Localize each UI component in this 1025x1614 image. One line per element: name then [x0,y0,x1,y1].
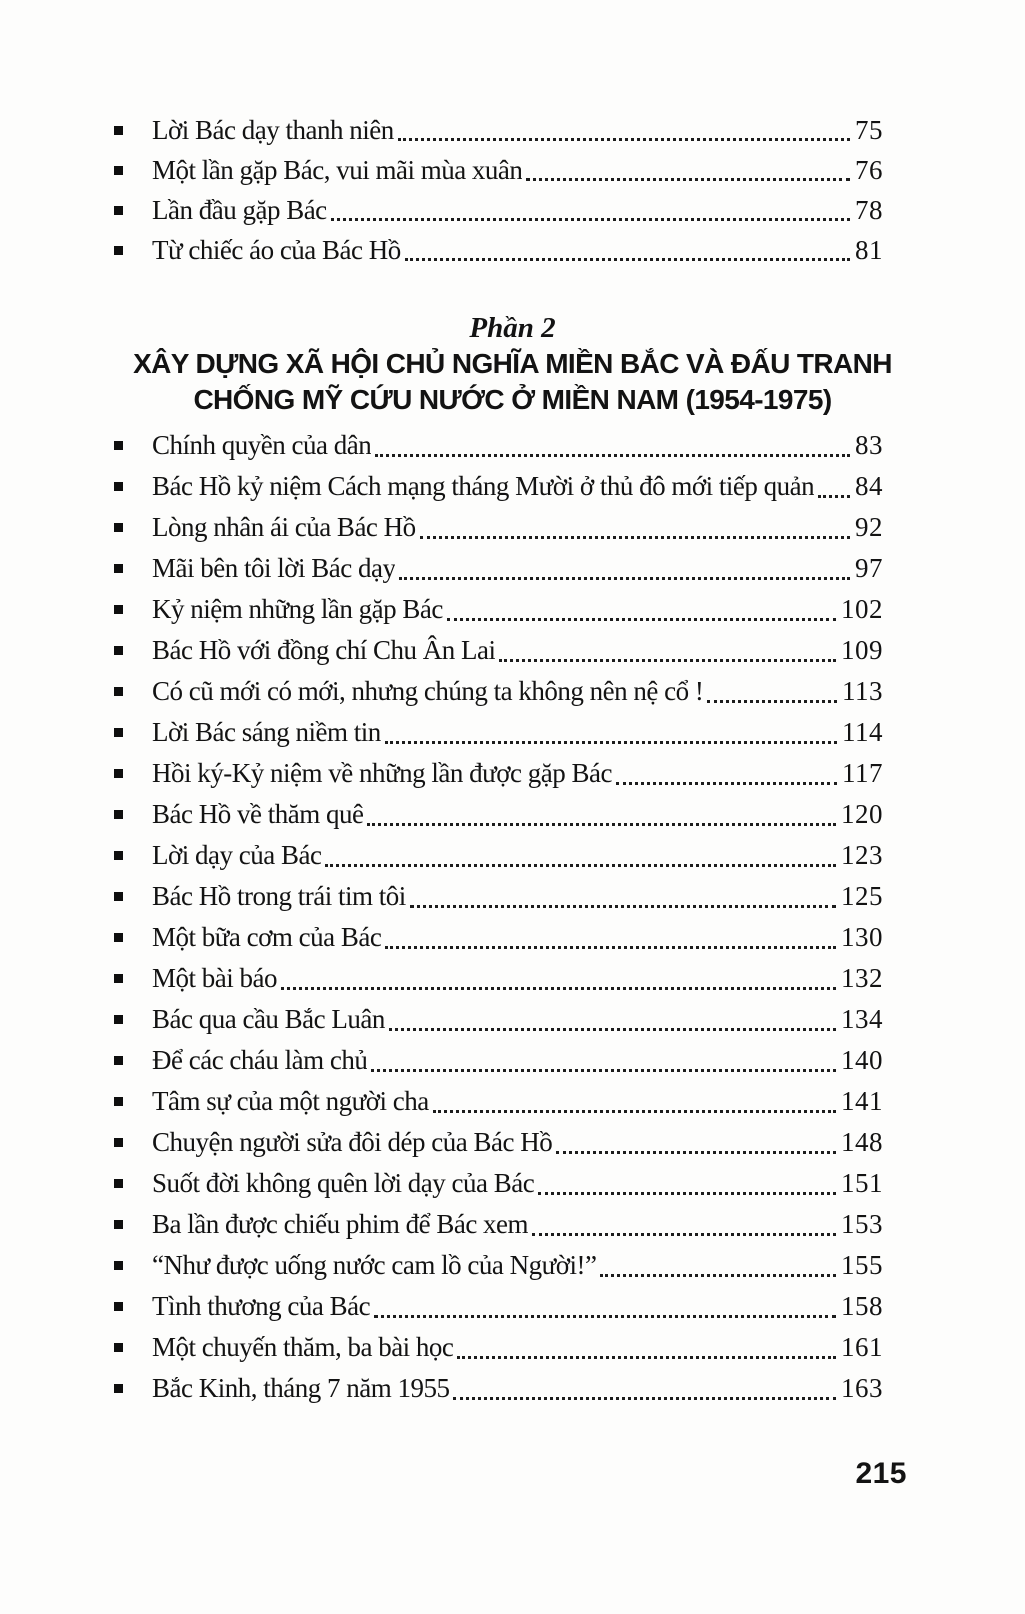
toc-entry-page-number: 158 [841,1291,883,1321]
dot-leader [367,823,836,826]
toc-entry-row [113,876,883,917]
toc-entry-title: Bác Hồ trong trái tim tôi [152,881,406,911]
dot-leader [453,1397,836,1400]
square-bullet-icon [114,246,123,255]
dot-leader [707,700,837,703]
part2-title-line1: XÂY DỰNG XÃ HỘI CHỦ NGHĨA MIỀN BẮC VÀ ĐẤU TRANH [133,348,892,379]
dot-leader [398,138,850,141]
toc-entry-row [113,1122,883,1163]
square-bullet-icon [114,728,123,737]
square-bullet-icon [114,1097,123,1106]
toc-entry-page-number: 109 [841,635,883,665]
toc-entry-page-number: 84 [855,471,883,501]
square-bullet-icon [114,1056,123,1065]
square-bullet-icon [114,1302,123,1311]
square-bullet-icon [114,1384,123,1393]
toc-entry-row [113,548,883,589]
square-bullet-icon [114,206,123,215]
toc-entry-page-number: 163 [841,1373,883,1403]
toc-entry-title: Mãi bên tôi lời Bác dạy [152,553,396,583]
toc-entry-row [113,1286,883,1327]
toc-entry-page-number: 134 [841,1004,883,1034]
square-bullet-icon [114,687,123,696]
part2-title-line2: CHỐNG MỸ CỨU NƯỚC Ở MIỀN NAM (1954-1975) [193,384,832,415]
dot-leader [457,1356,836,1359]
toc-entry-title: Một bữa cơm của Bác [152,922,382,952]
square-bullet-icon [114,441,123,450]
dot-leader [385,741,837,744]
toc-entry-row [113,1163,883,1204]
square-bullet-icon [114,1179,123,1188]
toc-entry-title: Lời dạy của Bác [152,840,322,870]
toc-entry-page-number: 148 [841,1127,883,1157]
square-bullet-icon [114,769,123,778]
dot-leader [281,987,836,990]
toc-entry-page-number: 102 [841,594,883,624]
toc-entry-row [113,1081,883,1122]
toc-entry-row [113,1040,883,1081]
dot-leader [600,1274,836,1277]
toc-entry-title: Một bài báo [152,963,277,993]
toc-entry-page-number: 76 [855,155,883,185]
dot-leader [616,782,837,785]
toc-entry-title: Hồi ký-Kỷ niệm về những lần được gặp Bác [152,758,612,788]
part2-kicker: Phần 2 [469,312,556,344]
toc-entry-row [113,1245,883,1286]
toc-entry-page-number: 81 [855,235,883,265]
toc-entry-title: Một chuyến thăm, ba bài học [152,1332,454,1362]
toc-entry-page-number: 83 [855,430,883,460]
toc-entry-title: Có cũ mới có mới, nhưng chúng ta không nên nệ cổ ! [152,676,704,706]
toc-entry-row [113,110,883,150]
dot-leader [399,577,850,580]
toc-entry-page-number: 161 [841,1332,883,1362]
toc-list-part1 [113,110,883,270]
dot-leader [325,864,836,867]
toc-entry-row [113,794,883,835]
dot-leader [818,495,850,498]
square-bullet-icon [114,126,123,135]
dot-leader [375,454,850,457]
dot-leader [410,905,836,908]
toc-list-part2 [113,425,883,1409]
dot-leader [556,1151,836,1154]
dot-leader [447,618,836,621]
toc-entry-row [113,835,883,876]
toc-entry-title: “Như được uống nước cam lồ của Người!” [152,1250,597,1280]
toc-entry-row [113,466,883,507]
toc-entry-page-number: 117 [842,758,883,788]
dot-leader [331,218,850,221]
square-bullet-icon [114,482,123,491]
dot-leader [420,536,850,539]
toc-entry-title: Bác Hồ kỷ niệm Cách mạng tháng Mười ở thủ đô mới tiếp quản [152,471,815,501]
toc-entry-title: Bắc Kinh, tháng 7 năm 1955 [152,1373,450,1403]
toc-entry-page-number: 141 [841,1086,883,1116]
dot-leader [405,258,850,261]
dot-leader [499,659,836,662]
toc-entry-page-number: 75 [855,115,883,145]
toc-entry-page-number: 130 [841,922,883,952]
toc-entry-row [113,958,883,999]
square-bullet-icon [114,1220,123,1229]
toc-entry-row [113,190,883,230]
square-bullet-icon [114,810,123,819]
dot-leader [538,1192,836,1195]
toc-entry-title: Tình thương của Bác [152,1291,371,1321]
toc-entry-page-number: 113 [842,676,883,706]
toc-entry-row [113,507,883,548]
dot-leader [532,1233,836,1236]
toc-entry-page-number: 155 [841,1250,883,1280]
part2-section-heading [60,310,965,418]
toc-entry-page-number: 123 [841,840,883,870]
dot-leader [374,1315,836,1318]
toc-entry-row [113,589,883,630]
toc-entry-title: Suốt đời không quên lời dạy của Bác [152,1168,535,1198]
toc-entry-row [113,671,883,712]
square-bullet-icon [114,1343,123,1352]
toc-entry-page-number: 120 [841,799,883,829]
toc-entry-title: Bác Hồ với đồng chí Chu Ân Lai [152,635,496,665]
toc-entry-row [113,917,883,958]
dot-leader [389,1028,836,1031]
toc-entry-title: Lòng nhân ái của Bác Hồ [152,512,416,542]
toc-entry-page-number: 92 [855,512,883,542]
toc-entry-title: Lời Bác sáng niềm tin [152,717,381,747]
square-bullet-icon [114,1138,123,1147]
square-bullet-icon [114,564,123,573]
toc-entry-page-number: 151 [841,1168,883,1198]
toc-entry-title: Từ chiếc áo của Bác Hồ [152,235,401,265]
page-number-folio: 215 [855,1457,907,1490]
toc-entry-page-number: 140 [841,1045,883,1075]
square-bullet-icon [114,166,123,175]
toc-entry-row [113,150,883,190]
toc-entry-title: Lần đầu gặp Bác [152,195,327,225]
toc-entry-title: Kỷ niệm những lần gặp Bác [152,594,443,624]
toc-entry-row [113,230,883,270]
square-bullet-icon [114,974,123,983]
toc-entry-page-number: 97 [855,553,883,583]
toc-entry-row [113,425,883,466]
toc-entry-row [113,1327,883,1368]
toc-entry-title: Chuyện người sửa đôi dép của Bác Hồ [152,1127,553,1157]
toc-entry-title: Lời Bác dạy thanh niên [152,115,394,145]
toc-entry-title: Chính quyền của dân [152,430,372,460]
square-bullet-icon [114,605,123,614]
toc-entry-title: Tâm sự của một người cha [152,1086,429,1116]
toc-entry-row [113,1368,883,1409]
toc-entry-page-number: 132 [841,963,883,993]
dot-leader [526,178,850,181]
dot-leader [433,1110,836,1113]
square-bullet-icon [114,646,123,655]
square-bullet-icon [114,892,123,901]
toc-entry-page-number: 114 [842,717,883,747]
square-bullet-icon [114,851,123,860]
toc-entry-title: Để các cháu làm chủ [152,1045,368,1075]
toc-entry-row [113,999,883,1040]
toc-entry-title: Bác qua cầu Bắc Luân [152,1004,385,1034]
toc-entry-row [113,712,883,753]
toc-entry-title: Một lần gặp Bác, vui mãi mùa xuân [152,155,523,185]
toc-entry-page-number: 153 [841,1209,883,1239]
toc-entry-title: Bác Hồ về thăm quê [152,799,364,829]
toc-entry-title: Ba lần được chiếu phim để Bác xem [152,1209,529,1239]
dot-leader [385,946,836,949]
toc-entry-row [113,630,883,671]
toc-entry-page-number: 125 [841,881,883,911]
toc-entry-row [113,753,883,794]
dot-leader [371,1069,836,1072]
square-bullet-icon [114,1261,123,1270]
square-bullet-icon [114,1015,123,1024]
square-bullet-icon [114,933,123,942]
square-bullet-icon [114,523,123,532]
toc-entry-page-number: 78 [855,195,883,225]
toc-entry-row [113,1204,883,1245]
